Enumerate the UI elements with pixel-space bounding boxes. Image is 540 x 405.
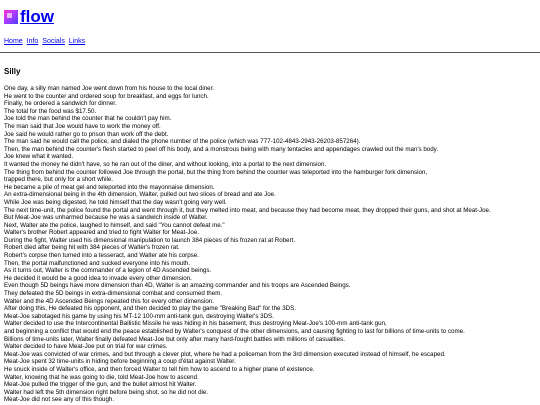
story-text	[4, 85, 536, 404]
story-line: After doing this, He defeated his opponent, and then decided to play the game "Breaking Bad" for the 3DS.	[4, 305, 296, 313]
story-line: But Meat-Joe was unharmed because he was a sandwich inside of Walter.	[4, 214, 208, 222]
story-line: Billions of time-units later, Walter finally defeated Meat-Joe but only after many hard-fought battles with millions of casualties.	[4, 335, 345, 343]
story-line: Meat-Joe spent 32 time-units in hiding before beginning a coup d'état against Walter.	[4, 358, 236, 366]
story-line: The man said he would call the police, and dialed the phone number of the police (which was 777-102-4843-2943-26203-857264).	[4, 138, 361, 146]
story-line: He went to the counter and ordered soup for breakfast, and eggs for lunch.	[4, 92, 209, 100]
site-title-link[interactable]: flow	[20, 7, 54, 26]
main-nav	[4, 37, 87, 46]
story-line: Joe knew what it wanted.	[4, 153, 74, 161]
story-line: One day, a silly man named Joe went down from his house to the local diner.	[4, 85, 215, 92]
story-line: Walter, knowing that he was going to die, told Meat-Joe how to ascend.	[4, 373, 199, 381]
story-line: Meat-Joe was convicted of war crimes, and but through a clever plot, where he had a policeman from the 3rd dimension executed instead of himself, he escaped.	[4, 350, 446, 358]
story-line: Then, the man behind the counter's flesh started to peel off his body, and a monstrous being with many tentacles and appendages crawled out the man's body.	[4, 145, 439, 153]
story-line: They defeated the 5D beings in extra-dimensional combat and consumed them.	[4, 290, 223, 298]
story-line: Joe said he would rather go to prison than work off the debt.	[4, 130, 169, 138]
story-line: The next time-unit, the police found the portal and went through it, but they melted into meat, and because they had become meat, they dropped their guns, and shot at Meat-Joe.	[4, 206, 491, 214]
story-line: He became a pile of meat gel and teleported into the mayonnaise dimension.	[4, 183, 215, 191]
story-line: trapped there, but only for a short while.	[4, 176, 114, 184]
site-header	[4, 6, 54, 28]
story-line: Robert died after being hit with 384 pieces of Walter's frozen rat.	[4, 244, 180, 252]
story-line: Next, Walter ate the police, laughed to himself, and said "You cannot defeat me."	[4, 221, 225, 229]
nav-link-socials[interactable]: Socials	[42, 38, 65, 45]
story-line: He snuck inside of Walter's office, and then forced Walter to tell him how to ascend to a higher plane of existence.	[4, 365, 315, 373]
story-line: During the fight, Walter used his dimensional manipulation to launch 384 pieces of his frozen rat at Robert.	[4, 236, 296, 244]
story-line: Walter had left the 5th dimension right before being shot, so he did not die.	[4, 388, 209, 396]
story-line: Finally, he ordered a sandwich for dinner.	[4, 100, 117, 108]
story-line: It wanted the money he didn't have, so he ran out of the diner, and without looking, into a portal to the next dimension.	[4, 160, 327, 168]
story-line: Joe told the man behind the counter that he couldn't pay him.	[4, 115, 172, 123]
story-line: The total for the food was $17.50.	[4, 107, 97, 115]
header-divider	[0, 52, 540, 53]
story-line: Robert's corpse then turned into a tesseract, and Walter ate his corpse.	[4, 252, 199, 260]
story-line: Even though 5D beings have more dimension than 4D, Walter is an amazing commander and his troops are Ascended Beings.	[4, 282, 351, 290]
flow-logo-icon[interactable]	[4, 10, 18, 24]
story-line: and beginning a conflict that would end the peace established by Walter's conquest of the other dimensions, and causing fighting to last for billions of time-units to come.	[4, 328, 465, 335]
story-line: Meat-Joe did not see any of this though.	[4, 396, 115, 404]
story-line: Walter and the 4D Ascended Beings repeated this for every other dimension.	[4, 297, 214, 305]
story-line: An extra-dimensional being in the 4th dimension, Walter, pulled out two slices of bread and ate Joe.	[4, 191, 276, 199]
nav-link-links[interactable]: Links	[68, 38, 86, 45]
story-line: Walter decided to have Meat-Joe put on trial for war crimes.	[4, 343, 168, 351]
story-line: Meat-Joe pulled the trigger of the gun, and the bullet almost hit Walter.	[4, 381, 197, 389]
post-title: Silly	[4, 67, 21, 76]
story-line: Walter's brother Robert appeared and tried to fight Walter for Meat-Joe.	[4, 229, 200, 237]
nav-link-info[interactable]: Info	[26, 38, 39, 45]
story-line: Walter decided to use the Intercontinental Ballistic Missile he was hiding in his basement, thus destroying Meat-Joe's 100-mm anti-tank gun,	[4, 320, 387, 328]
story-line: As it turns out, Walter is the commander of a legion of 4D Ascended beings.	[4, 267, 212, 275]
story-line: He decided it would be a good idea to invade every other dimension.	[4, 274, 192, 282]
story-line: Then, the portal malfunctioned and sucked everyone into his mouth.	[4, 259, 191, 267]
story-line: The man said that Joe would have to work the money off.	[4, 122, 161, 130]
story-line: The thing from behind the counter followed Joe through the portal, but the thing from behind the counter was teleported into the hamburger fork dimension,	[4, 168, 428, 176]
nav-link-home[interactable]: Home	[4, 38, 23, 45]
story-line: While Joe was being digested, he told himself that the day wasn't going very well.	[4, 198, 227, 206]
story-line: Meat-Joe sabotaged his game by using his MT-12 100-mm anti-tank gun, destroying Walter's 3DS.	[4, 312, 274, 320]
